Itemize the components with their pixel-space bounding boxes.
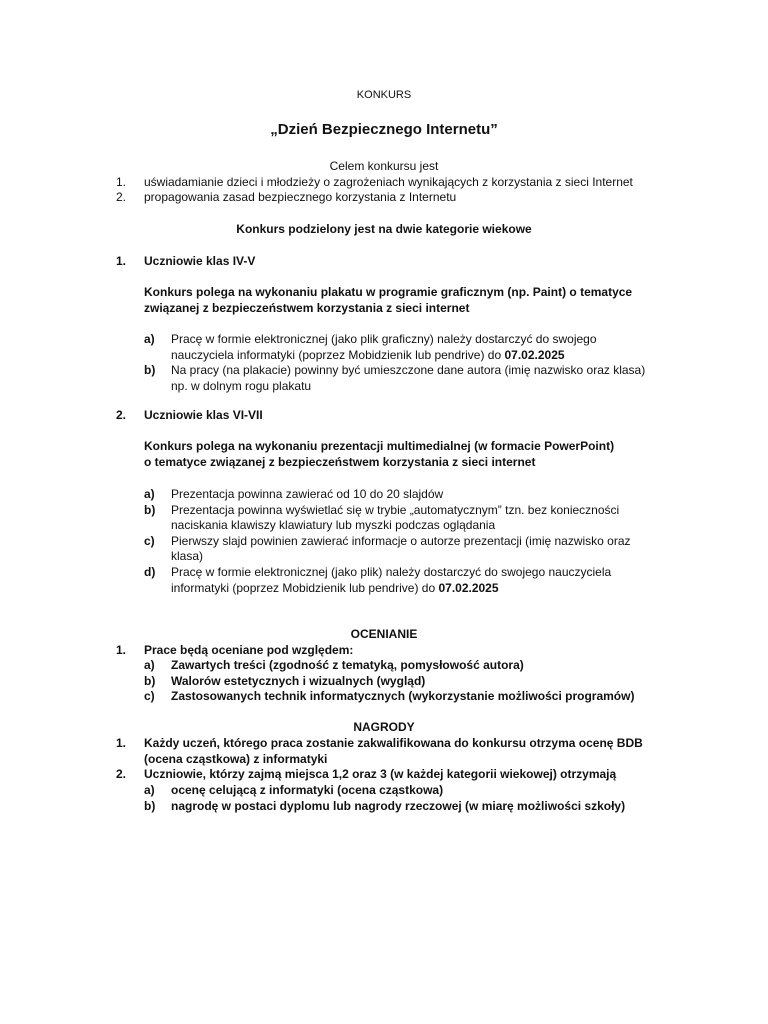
rule-letter: a) xyxy=(144,487,155,501)
award-text: (ocena cząstkowa) z informatyki xyxy=(144,752,328,766)
criterion-letter: c) xyxy=(144,689,155,703)
assessment-intro: Prace będą oceniane pod względem: xyxy=(144,643,354,657)
deadline-date: 07.02.2025 xyxy=(438,581,499,595)
award-subitem-text: nagrodę w postaci dyplomu lub nagrody rzeczowej (w miarę możliwości szkoły) xyxy=(171,799,626,813)
rule-text: Prezentacja powinna wyświetlać się w trybie „automatycznym” tzn. bez konieczności xyxy=(171,503,620,517)
criterion-text: Zastosowanych technik informatycznych (wykorzystanie możliwości programów) xyxy=(171,689,635,703)
rule-letter: c) xyxy=(144,534,155,548)
rule-letter: b) xyxy=(144,363,156,377)
awards-heading: NAGRODY xyxy=(353,720,415,734)
category-title: Uczniowie klas IV-V xyxy=(144,254,256,268)
award-subitem-letter: a) xyxy=(144,783,155,797)
assessment-number: 1. xyxy=(116,643,127,657)
category-description: o tematyce związanej z bezpieczeństwem korzystania z sieci internet xyxy=(144,455,536,469)
rule-text xyxy=(171,580,499,596)
goal-number: 1. xyxy=(116,175,127,189)
category-description: związanej z bezpieczeństwem korzystania z sieci internet xyxy=(144,301,470,315)
category-number: 2. xyxy=(116,408,127,422)
document-title: „Dzień Bezpiecznego Internetu” xyxy=(270,121,498,138)
category-number: 1. xyxy=(116,254,127,268)
rule-text: Pracę w formie elektronicznej (jako plik graficzny) należy dostarczyć do swojego xyxy=(171,332,597,346)
categories-heading: Konkurs podzielony jest na dwie kategorie wiekowe xyxy=(236,222,532,236)
goal-number: 2. xyxy=(116,190,127,204)
award-text: Każdy uczeń, którego praca zostanie zakwalifikowana do konkursu otrzyma ocenę BDB xyxy=(144,736,643,750)
award-text: Uczniowie, którzy zajmą miejsca 1,2 oraz 3 (w każdej kategorii wiekowej) otrzymają xyxy=(144,767,617,781)
category-description: Konkurs polega na wykonaniu plakatu w programie graficznym (np. Paint) o tematyce xyxy=(144,285,633,299)
rule-text: klasa) xyxy=(171,549,204,563)
goals-intro: Celem konkursu jest xyxy=(329,159,439,173)
award-number: 2. xyxy=(116,767,127,781)
criterion-letter: b) xyxy=(144,674,156,688)
criterion-text: Zawartych treści (zgodność z tematyką, pomysłowość autora) xyxy=(171,658,524,672)
assessment-heading: OCENIANIE xyxy=(350,627,418,641)
rule-text: Pracę w formie elektronicznej (jako plik) należy dostarczyć do swojego nauczyciela xyxy=(171,565,612,579)
award-subitem-text: ocenę celującą z informatyki (ocena cząstkowa) xyxy=(171,783,444,797)
rule-letter: b) xyxy=(144,503,156,517)
rule-text: Na pracy (na plakacie) powinny być umieszczone dane autora (imię nazwisko oraz klasa) xyxy=(171,363,646,377)
rule-letter: a) xyxy=(144,332,155,346)
rule-text xyxy=(171,347,565,363)
award-number: 1. xyxy=(116,736,127,750)
goal-text: uświadamianie dzieci i młodzieży o zagrożeniach wynikających z korzystania z sieci Internet xyxy=(144,175,633,189)
deadline-date: 07.02.2025 xyxy=(504,348,565,362)
goal-text: propagowania zasad bezpiecznego korzystania z Internetu xyxy=(144,190,457,204)
criterion-text: Walorów estetycznych i wizualnych (wygląd) xyxy=(171,674,426,688)
document-overline: KONKURS xyxy=(356,89,412,101)
category-description: Konkurs polega na wykonaniu prezentacji multimedialnej (w formacie PowerPoint) xyxy=(144,439,615,453)
rule-text: np. w dolnym rogu plakatu xyxy=(171,379,312,393)
criterion-letter: a) xyxy=(144,658,155,672)
rule-text-part: informatyki (poprzez Mobidzienik lub pendrive) do xyxy=(171,581,439,595)
category-title: Uczniowie klas VI-VII xyxy=(144,408,263,422)
rule-text: naciskania klawiszy klawiatury lub myszki podczas oglądania xyxy=(171,518,496,532)
award-subitem-letter: b) xyxy=(144,799,156,813)
rule-text: Prezentacja powinna zawierać od 10 do 20 slajdów xyxy=(171,487,444,501)
rule-text-part: nauczyciela informatyki (poprzez Mobidzienik lub pendrive) do xyxy=(171,348,505,362)
rule-text: Pierwszy slajd powinien zawierać informacje o autorze prezentacji (imię nazwisko oraz xyxy=(171,534,631,548)
rule-letter: d) xyxy=(144,565,156,579)
